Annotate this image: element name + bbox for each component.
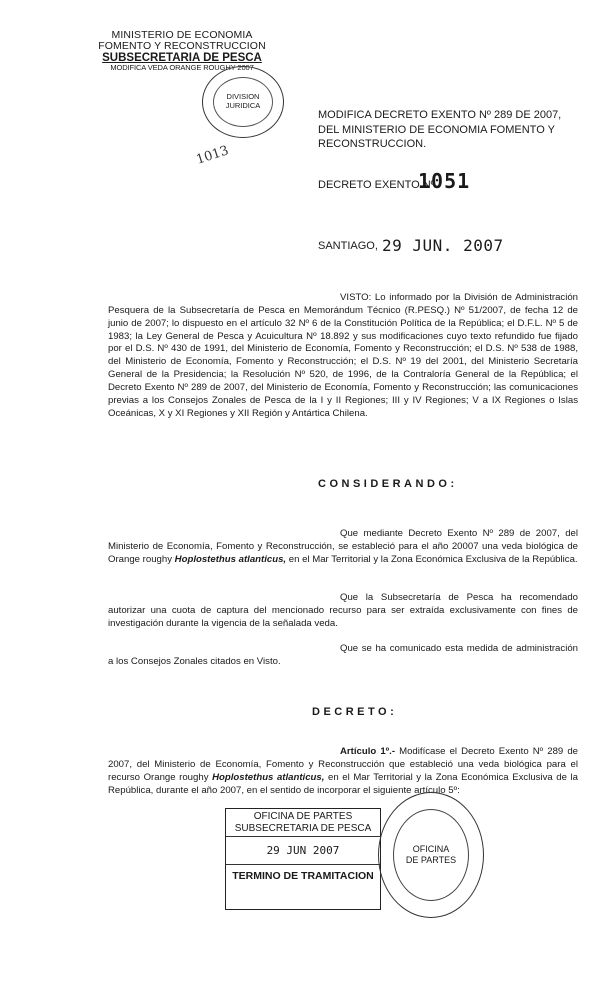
considerando-paragraph-3 <box>108 643 578 669</box>
considerando-p1-pre: Que mediante Decreto Exento Nº 289 de 2007, del Ministerio de Economía, Fomento y Reconstrucción, se estableció para el año 20007 una veda biológica de Orange roughy <box>108 528 578 565</box>
subject-line-3: RECONSTRUCCION. <box>318 138 427 151</box>
oficina-partes-stamp <box>225 808 381 910</box>
subject-line-1: MODIFICA DECRETO EXENTO Nº 289 DE 2007, <box>318 109 562 121</box>
stamp-box-status: TERMINO DE TRAMITACION <box>232 870 374 882</box>
article-1-label: Artículo 1º.- <box>340 746 396 757</box>
decree-subject <box>318 108 578 152</box>
stamp-box-subsecretaria: SUBSECRETARIA DE PESCA <box>234 823 372 834</box>
ministry-subname: FOMENTO Y RECONSTRUCCION <box>98 40 266 53</box>
ministry-seal <box>378 792 484 918</box>
considerando-p1-species: Hoplostethus atlanticus, <box>174 553 287 565</box>
article-1-species: Hoplostethus atlanticus, <box>212 771 325 783</box>
seal-partes-label: DE PARTES <box>405 855 457 865</box>
seal-oficina-label: OFICINA <box>412 843 450 854</box>
decree-label: DECRETO EXENTO Nº <box>318 179 435 191</box>
visto-paragraph <box>108 292 578 420</box>
division-juridica-stamp <box>202 66 284 138</box>
subject-line-2: DEL MINISTERIO DE ECONOMIA FOMENTO Y <box>318 123 555 136</box>
handwritten-note: 1013 <box>194 143 231 168</box>
stamp-box-date: 29 JUN 2007 <box>226 837 380 865</box>
visto-text: Lo informado por la División de Administración Pesquera de la Subsecretaría de Pesca en Memorándum Técnico (R.PESQ.) Nº 51/2007, de fecha 12 de junio de 2007; lo dispuesto en el artículo 32 Nº 6 de la Constitución Política de la República; el D.F.L. Nº 5 de 1983; la Ley General de Pesca y Acuicultura Nº 18.892 y sus modificaciones cuyo texto refundido fue fijado por el D.S. Nº 430 de 1991, del Ministerio de Economía, Fomento y Reconstrucción; el D.S. Nº 538 de 1988, del Ministerio de Economía, Fomento y Reconstrucción; el D.S. Nº 19 del 2001, del Ministerio Secretaría General de la Presidencia; la Resolución Nº 520, de 1996, de la Contraloría General de la República; el Decreto Exento Nº 289 de 2007, del Ministerio de Economía, Fomento y Reconstrucción; las comunicaciones previas a los Consejos Zonales de Pesca de la I y II Regiones; III y IV Regiones; V a IX Regiones o Islas Oceánicas, X y XI Regiones y XII Región y Antártica Chilena. <box>108 292 578 419</box>
considerando-p1-post: en el Mar Territorial y la Zona Económica Exclusiva de la República. <box>288 553 578 565</box>
article-1-paragraph <box>108 746 578 797</box>
considerando-p3-text: Que se ha comunicado esta medida de administración a los Consejos Zonales citados en Visto. <box>108 643 578 667</box>
article-1-text-pre: Modifícase el Decreto Exento Nº 289 de 2007, del Ministerio de Economía, Fomento y Reconstrucción que estableció una veda biológica para el recurso Orange roughy <box>108 746 579 783</box>
decree-number: 1051 <box>418 169 471 193</box>
stamp-box-office: OFICINA DE PARTES <box>253 811 353 822</box>
considerando-paragraph-2 <box>108 592 578 631</box>
considerando-heading: CONSIDERANDO: <box>318 478 458 490</box>
considerando-paragraph-1 <box>108 528 578 567</box>
subsecretaria-name: SUBSECRETARIA DE PESCA <box>102 52 262 65</box>
decreto-heading: DECRETO: <box>312 706 398 718</box>
ministry-name: MINISTERIO DE ECONOMIA <box>111 29 253 41</box>
article-1-text-post: en el Mar Territorial y la Zona Económica Exclusiva de la República, durante el año 2007, en el sentido de incorporar el siguiente artículo 5º: <box>108 771 579 796</box>
stamp-division-label: DIVISION <box>226 92 260 102</box>
decree-date: 29 JUN. 2007 <box>382 236 504 255</box>
place-label: SANTIAGO, <box>318 240 378 252</box>
visto-lead: VISTO: <box>340 292 372 303</box>
stamp-juridica-label: JURIDICA <box>225 101 261 110</box>
document-reference: MODIFICA VEDA ORANGE ROUGHY 2007 <box>110 63 254 73</box>
considerando-p2-text: Que la Subsecretaría de Pesca ha recomendado autorizar una cuota de captura del mencionado recurso para ser extraída exclusivamente con fines de investigación durante la vigencia de la señalada veda. <box>108 592 578 629</box>
letterhead <box>82 30 282 72</box>
